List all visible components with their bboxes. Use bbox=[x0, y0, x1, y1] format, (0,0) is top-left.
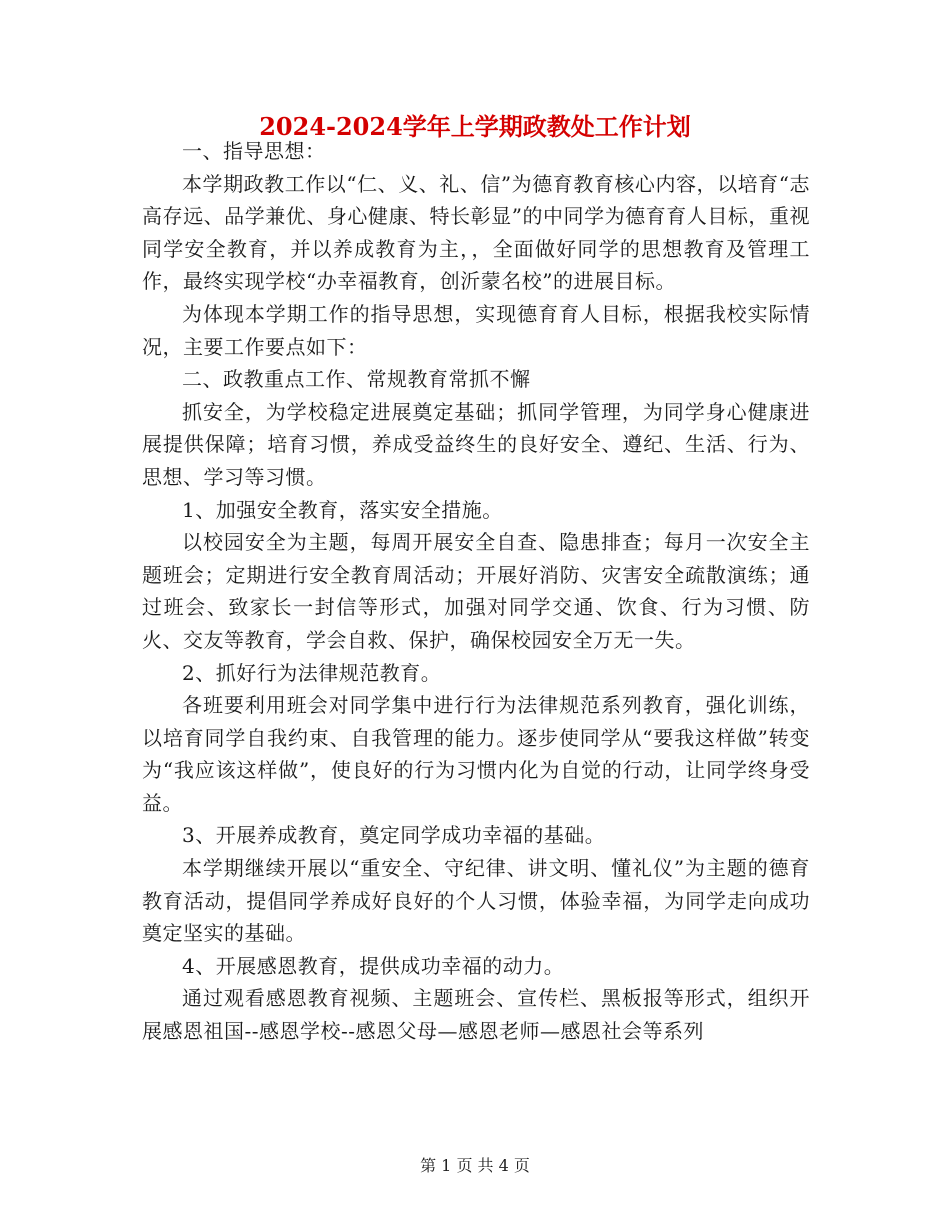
paragraph: 抓安全，为学校稳定进展奠定基础；抓同学管理，为同学身心健康进展提供保障；培育习惯，养成受益终生的良好安全、遵纪、生活、行为、思想、学习等习惯。 bbox=[142, 399, 810, 489]
document-body bbox=[142, 135, 810, 1048]
paragraph: 以校园安全为主题，每周开展安全自查、隐患排查；每月一次安全主题班会；定期进行安全教育周活动；开展好消防、灾害安全疏散演练；通过班会、致家长一封信等形式，加强对同学交通、饮食、行为习惯、防火、交友等教育，学会自救、保护，确保校园安全万无一失。 bbox=[142, 530, 810, 652]
paragraph-subheading: 4、开展感恩教育，提供成功幸福的动力。 bbox=[182, 953, 565, 978]
paragraph-heading-key-work: 二、政教重点工作、常规教育常抓不懈 bbox=[182, 367, 531, 392]
paragraph-subheading: 3、开展养成教育，奠定同学成功幸福的基础。 bbox=[182, 823, 606, 848]
paragraph-heading-guiding-thought: 一、指导思想： bbox=[182, 139, 326, 163]
document-title: 2024-2024学年上学期政教处工作计划 bbox=[259, 112, 691, 141]
paragraph: 各班要利用班会对同学集中进行行为法律规范系列教育，强化训练，以培育同学自我约束、自我管理的能力。逐步使同学从“要我这样做”转变为“我应该这样做”，使良好的行为习惯内化为自觉的行动，让同学终身受益。 bbox=[142, 693, 810, 815]
paragraph: 本学期政教工作以“仁、义、礼、信”为德育教育核心内容，以培育“志高存远、品学兼优、身心健康、特长彰显”的中同学为德育育人目标，重视同学安全教育，并以养成教育为主，，全面做好同学的思想教育及管理工作，最终实现学校“办幸福教育，创沂蒙名校”的进展目标。 bbox=[142, 171, 810, 294]
paragraph: 本学期继续开展以“重安全、守纪律、讲文明、懂礼仪”为主题的德育教育活动，提倡同学养成好良好的个人习惯，体验幸福，为同学走向成功奠定坚实的基础。 bbox=[142, 856, 810, 946]
paragraph: 为体现本学期工作的指导思想，实现德育育人目标，根据我校实际情况，主要工作要点如下： bbox=[142, 301, 810, 359]
paragraph: 通过观看感恩教育视频、主题班会、宣传栏、黑板报等形式，组织开展感恩祖国--感恩学校--感恩父母—感恩老师—感恩社会等系列 bbox=[142, 986, 810, 1044]
paragraph-subheading: 2、抓好行为法律规范教育。 bbox=[182, 660, 442, 685]
page-footer: 第 1 页 共 4 页 bbox=[420, 1156, 530, 1175]
paragraph-subheading: 1、加强安全教育，落实安全措施。 bbox=[182, 497, 503, 522]
